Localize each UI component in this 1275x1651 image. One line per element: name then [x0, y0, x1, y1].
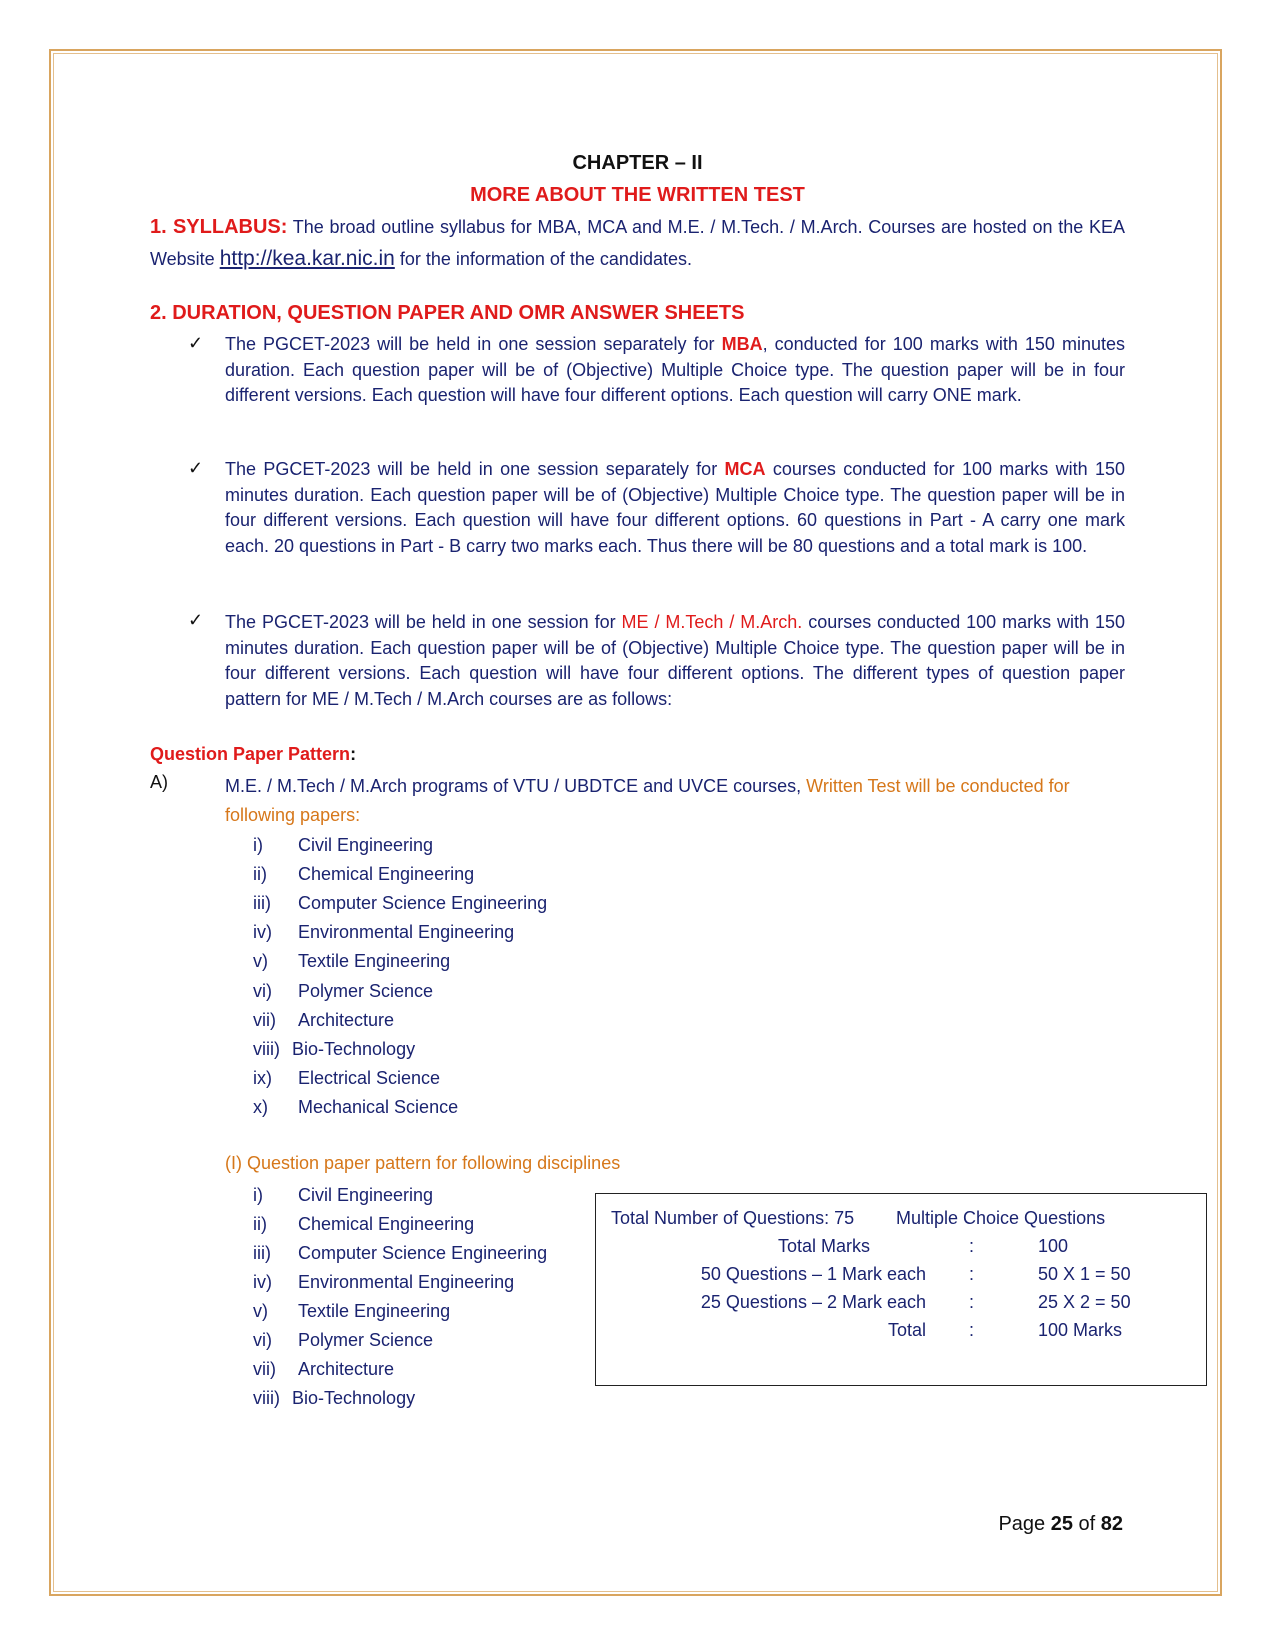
- list-item-number: iii): [253, 893, 271, 914]
- list-item-number: vii): [253, 1009, 276, 1030]
- list-item-name: Civil Engineering: [298, 1185, 434, 1205]
- list-item-number: v): [253, 951, 268, 972]
- marks-row-label: 50 Questions – 1 Mark each: [700, 1264, 926, 1284]
- bullet-text: courses conducted for 100 marks with 150 minutes duration. Each question paper will be of (Objective) Multiple Choice type. The question paper will be in four different versions. Each question will have four different options. 60 questions in Part - A carry one mark each. 20 questions in Part - B carry two marks each. Thus there will be 80 questions and a total mark is 100.: [225, 459, 1125, 556]
- total-questions: Total Number of Questions: 75: [611, 1208, 855, 1228]
- marks-row-sep: :: [969, 1320, 975, 1340]
- marks-row-label: Total Marks: [777, 1236, 870, 1256]
- syllabus-paragraph: [150, 211, 1125, 275]
- list-item-name: Environmental Engineering: [298, 1272, 515, 1292]
- list-item-number: ii): [253, 864, 267, 885]
- list-item-number: i): [253, 1185, 263, 1205]
- list-item-name: Computer Science Engineering: [298, 893, 548, 914]
- list-item-number: x): [253, 1096, 268, 1117]
- list-item-number: iii): [253, 1243, 271, 1263]
- marks-row-value: 25 X 2 = 50: [1038, 1292, 1131, 1312]
- marks-row-label: Total: [887, 1320, 926, 1340]
- list-item-number: vi): [253, 1330, 272, 1350]
- list-item-name: Chemical Engineering: [298, 1214, 475, 1234]
- qp-title-text: Question Paper Pattern: [150, 744, 351, 764]
- list-item-name: Computer Science Engineering: [298, 1243, 548, 1263]
- syllabus-text-after: for the information of the candidates.: [394, 249, 692, 269]
- list-item-name: Chemical Engineering: [298, 864, 475, 885]
- syllabus-label: 1. SYLLABUS:: [150, 216, 288, 238]
- section-a-intro: M.E. / M.Tech / M.Arch programs of VTU / UBDTCE and UVCE courses,: [225, 776, 807, 796]
- me-bullet: [225, 610, 1125, 712]
- bullet-highlight: MBA: [721, 334, 763, 354]
- marks-row-label: 25 Questions – 2 Mark each: [700, 1292, 926, 1312]
- marks-row-value: 50 X 1 = 50: [1038, 1264, 1131, 1284]
- list-item-name: Polymer Science: [298, 980, 434, 1001]
- section-a-label: A): [150, 772, 168, 792]
- list-item-name: Civil Engineering: [298, 835, 434, 855]
- section-a-text: [225, 772, 1125, 830]
- list-item-number: i): [253, 835, 263, 855]
- list-item-number: vi): [253, 980, 272, 1001]
- kea-website-link[interactable]: http://kea.kar.nic.in: [219, 247, 395, 270]
- bullet-text: The PGCET-2023 will be held in one session separately for: [225, 334, 722, 354]
- mba-bullet: [225, 332, 1125, 409]
- list-item-number: iv): [253, 1272, 272, 1292]
- page-footer: [998, 1513, 1123, 1536]
- list-item-number: vii): [253, 1359, 276, 1379]
- bullet-text: , conducted for 100 marks with 150 minutes duration. Each question paper will be of (Objective) Multiple Choice type. The question paper will be in four different versions. Each question will have four different options. Each question will carry ONE mark.: [225, 334, 1125, 405]
- pattern-one-heading: (I) Question paper pattern for following disciplines: [225, 1153, 621, 1173]
- list-item-name: Polymer Science: [298, 1330, 434, 1350]
- list-item-number: v): [253, 1301, 268, 1321]
- check-icon: ✓: [188, 458, 204, 478]
- page-word: Page: [998, 1513, 1051, 1535]
- list-item-number: viii): [253, 1038, 280, 1059]
- list-item-number: ii): [253, 1214, 267, 1234]
- list-item-name: Mechanical Science: [298, 1096, 459, 1117]
- marks-row-value: 100 Marks: [1038, 1320, 1123, 1340]
- list-item-number: ix): [253, 1067, 272, 1088]
- check-icon: ✓: [188, 333, 204, 353]
- list-item-name: Bio-Technology: [292, 1038, 416, 1059]
- page-number: 25: [1050, 1513, 1073, 1535]
- list-item-name: Bio-Technology: [292, 1388, 416, 1408]
- syllabus-text: The broad outline syllabus for MBA, MCA and M.E. / M.Tech. / M.Arch. Courses are hosted on the KEA Website: [150, 217, 1126, 269]
- marks-row-sep: :: [969, 1264, 975, 1284]
- duration-section-title: 2. DURATION, QUESTION PAPER AND OMR ANSWER SHEETS: [150, 302, 745, 324]
- marks-box: [595, 1193, 1207, 1386]
- section-heading: MORE ABOUT THE WRITTEN TEST: [470, 184, 805, 206]
- marks-row-value: 100: [1038, 1236, 1069, 1256]
- list-item-name: Architecture: [298, 1009, 395, 1030]
- qp-title-colon: :: [350, 744, 357, 764]
- list-item-name: Environmental Engineering: [298, 922, 515, 943]
- list-item-number: iv): [253, 922, 272, 943]
- total-pages: 82: [1100, 1513, 1123, 1535]
- list-item-name: Architecture: [298, 1359, 395, 1379]
- mca-bullet: [225, 457, 1125, 559]
- question-paper-pattern-title: [150, 744, 356, 765]
- bullet-highlight: ME / M.Tech / M.Arch.: [621, 612, 803, 632]
- list-item-name: Textile Engineering: [298, 951, 451, 972]
- bullet-text: The PGCET-2023 will be held in one session separately for: [225, 459, 725, 479]
- list-item-name: Textile Engineering: [298, 1301, 451, 1321]
- list-item-name: Electrical Science: [298, 1067, 441, 1088]
- check-icon: ✓: [188, 610, 204, 630]
- bullet-highlight: MCA: [724, 459, 766, 479]
- marks-row-sep: :: [969, 1236, 975, 1256]
- question-type: Multiple Choice Questions: [896, 1208, 1106, 1228]
- section-a-orange-text: Written Test will be conducted for following papers:: [225, 776, 1070, 825]
- of-word: of: [1072, 1513, 1101, 1535]
- list-item-number: viii): [253, 1388, 280, 1408]
- chapter-title: CHAPTER – II: [572, 152, 703, 174]
- marks-row-sep: :: [969, 1292, 975, 1312]
- bullet-text: The PGCET-2023 will be held in one session for: [225, 612, 622, 632]
- bullet-text: courses conducted 100 marks with 150 minutes duration. Each question paper will be of (Objective) Multiple Choice type. The question paper will be in four different versions. Each question will have four different options. The different types of question paper pattern for ME / M.Tech / M.Arch courses are as follows:: [225, 612, 1125, 709]
